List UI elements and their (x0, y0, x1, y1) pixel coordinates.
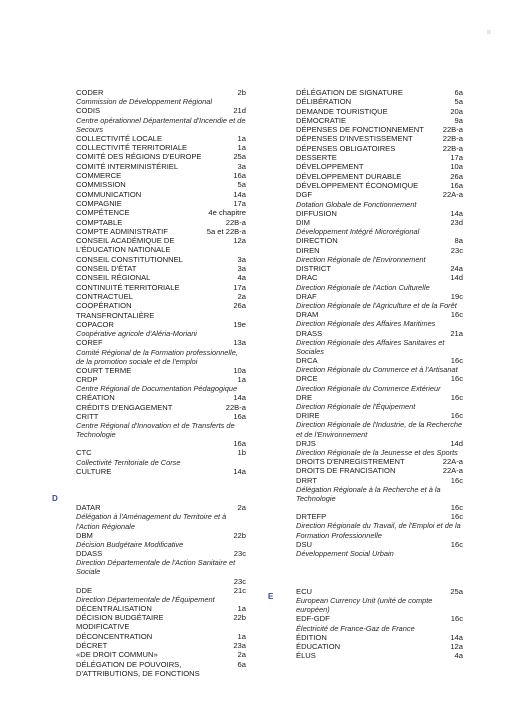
index-reference: 16a (233, 411, 246, 421)
index-term: COLLECTIVITÉ TERRITORIALE (76, 143, 188, 153)
index-reference: 16c (450, 310, 463, 320)
index-term: DÉLÉGATION DE SIGNATURE (296, 88, 403, 97)
index-term: DIM (296, 217, 310, 227)
index-term: DIFFUSION (296, 208, 337, 218)
index-reference: 3a (237, 254, 246, 264)
index-reference: 1a (237, 133, 246, 143)
index-reference: 2a (237, 650, 246, 660)
index-description: Direction Régionale du Travail, de l'Emploi et de la Formation Professionnelle (296, 521, 461, 540)
index-reference: 3a (237, 161, 246, 171)
index-term: COLLECTIVITÉ LOCALE (76, 133, 163, 143)
index-reference: 1a (237, 143, 246, 153)
index-term: DDASS (76, 549, 103, 559)
index-reference: 22B-a (442, 134, 463, 144)
index-term: DROITS DE FRANCISATION (296, 466, 396, 476)
index-reference: 17a (233, 282, 246, 292)
index-description: Décision Budgétaire Modificative (76, 539, 184, 549)
index-reference: 12a (233, 236, 246, 246)
index-description: Délégation Régionale à la Recherche et à la Technologie (296, 484, 441, 504)
index-description: Développement Social Urbain (296, 548, 394, 558)
index-entry (296, 273, 463, 291)
index-term: COURT TERME (76, 365, 132, 375)
index-entry (296, 181, 463, 190)
index-term: DRAF (296, 291, 317, 301)
index-reference: 19c (450, 291, 463, 301)
index-term: COMMERCE (76, 171, 122, 181)
index-entry (76, 375, 246, 393)
index-reference: 1a (237, 374, 246, 384)
index-entry (76, 152, 246, 161)
index-entry (296, 190, 463, 208)
index-entry (296, 587, 463, 614)
index-entry (296, 540, 463, 558)
index-term: DRE (296, 392, 313, 402)
index-term: COMITÉ INTERMINISTÉRIEL (76, 161, 179, 171)
index-term: DÉLIBÉRATION (296, 97, 352, 107)
index-reference: 16c (450, 392, 463, 402)
index-term: DRASS (296, 328, 323, 338)
index-term: DRCA (296, 355, 318, 365)
index-section-c (76, 88, 246, 476)
index-reference: 23c (233, 549, 246, 559)
index-description: Direction Départementale de l'Équipement (76, 594, 215, 604)
index-reference: 16a (233, 171, 246, 181)
index-term: DÉPENSES OBLIGATOIRES (296, 143, 396, 153)
index-term: DBM (76, 530, 93, 540)
index-reference: 16c (450, 475, 463, 485)
index-section-d-right (296, 88, 463, 558)
section-letter-e: E (268, 592, 274, 601)
index-entry (76, 604, 246, 613)
index-term: CRDP (76, 374, 98, 384)
index-entry (296, 209, 463, 218)
index-entry (76, 227, 246, 236)
index-reference: 16a (450, 180, 463, 190)
index-entry (76, 660, 246, 679)
index-reference: 22B-a (225, 217, 246, 227)
index-term: COMMISSION (76, 180, 126, 190)
index-term: DÉLÉGATION DE POUVOIRS, D'ATTRIBUTIONS, DE FONCTIONS (76, 659, 200, 678)
index-entry (296, 134, 463, 143)
index-entry (76, 338, 246, 365)
index-reference: 26a (450, 171, 463, 181)
index-entry (76, 467, 246, 476)
index-reference: 16c (450, 512, 463, 522)
index-reference: 14d (450, 438, 463, 448)
index-reference: 16c (450, 355, 463, 365)
index-reference: 2a (237, 503, 246, 513)
index-entry (76, 143, 246, 152)
index-term: DRIRE (296, 411, 320, 421)
index-term: DEMANDE TOURISTIQUE (296, 106, 388, 116)
index-reference: 4e chapitre (208, 208, 246, 218)
index-reference: 2a (237, 291, 246, 301)
section-letter-d: D (52, 494, 58, 503)
index-description: Collectivité Territoriale de Corse (76, 457, 181, 467)
index-reference: 22b (233, 530, 246, 540)
index-term: DSU (296, 539, 313, 549)
index-entry (296, 633, 463, 642)
index-term: COMPTE ADMINISTRATIF (76, 226, 168, 236)
index-description: Direction Régionale de l'Équipement (296, 402, 416, 412)
index-reference: 14a (233, 393, 246, 403)
index-description: Direction Départementale de l'Action Sanitaire et Sociale (76, 558, 236, 577)
index-reference: 6a (454, 88, 463, 97)
index-entry (296, 614, 463, 632)
index-term: CONTRACTUEL (76, 291, 133, 301)
index-reference: 19e (233, 319, 246, 329)
index-reference: 24a (450, 264, 463, 274)
index-term: DÉCRET (76, 641, 108, 651)
index-reference: 22A-a (442, 457, 463, 467)
index-description: Centre Régional de Documentation Pédagogique (76, 384, 238, 394)
index-term: DÉCONCENTRATION (76, 631, 153, 641)
index-description: Dotation Globale de Fonctionnement (296, 199, 417, 209)
index-entry (76, 366, 246, 375)
index-entry (296, 642, 463, 651)
index-section-e (296, 587, 463, 661)
index-term: COMMUNICATION (76, 189, 142, 199)
index-entry (76, 162, 246, 171)
index-description: Comité Régional de la Formation professionnelle, de la promotion sociale et de l'emploi (76, 347, 238, 366)
index-reference: 10a (233, 365, 246, 375)
index-term: COPACOR (76, 319, 114, 329)
index-reference: 17a (233, 198, 246, 208)
index-entry (296, 651, 463, 660)
index-entry (76, 393, 246, 402)
index-reference: 17a (450, 153, 463, 163)
index-term: COMPTABLE (76, 217, 123, 227)
index-reference: 14a (450, 632, 463, 642)
index-term: COMPÉTENCE (76, 208, 130, 218)
index-reference-secondary: 16a (233, 439, 246, 449)
index-entry (296, 411, 463, 438)
index-term: DGF (296, 190, 313, 200)
index-term: COMITÉ DES RÉGIONS D'EUROPE (76, 152, 202, 162)
index-entry (76, 190, 246, 199)
index-reference: 14a (233, 189, 246, 199)
index-entry (296, 264, 463, 273)
index-entry (296, 88, 463, 97)
index-entry (296, 466, 463, 475)
index-column-left (76, 88, 246, 678)
index-entry (76, 320, 246, 338)
index-term: CONSEIL RÉGIONAL (76, 273, 151, 283)
index-term: DIRECTION (296, 236, 338, 246)
index-reference: 16c (450, 614, 463, 624)
index-term: DÉCISION BUDGÉTAIRE MODIFICATIVE (76, 613, 164, 632)
index-entry (76, 180, 246, 189)
index-term: CTC (76, 448, 92, 458)
index-term: DROITS D'ENREGISTREMENT (296, 457, 405, 467)
index-entry (296, 329, 463, 356)
index-term: CONTINUITÉ TERRITORIALE (76, 282, 180, 292)
index-entry (76, 264, 246, 273)
index-entry (296, 512, 463, 539)
index-reference: 2b (237, 88, 246, 97)
corner-mark (487, 30, 491, 34)
index-reference: 5a et 22B-a (206, 226, 246, 236)
index-reference: 5a (237, 180, 246, 190)
index-term: «DE DROIT COMMUN» (76, 650, 158, 660)
index-reference: 22A-a (442, 466, 463, 476)
index-entry (296, 246, 463, 264)
index-term: DÉCENTRALISATION (76, 603, 152, 613)
index-column-right (296, 88, 463, 661)
index-description: Direction Régionale de l'Action Culturelle (296, 282, 430, 292)
index-entry (296, 116, 463, 125)
index-term: CODER (76, 88, 104, 97)
index-entry (296, 125, 463, 134)
index-entry (76, 88, 246, 106)
index-reference: 12a (450, 642, 463, 652)
index-reference: 16c (450, 539, 463, 549)
index-term: CRÉATION (76, 393, 115, 403)
index-term: DÉMOCRATIE (296, 115, 347, 125)
index-entry (296, 107, 463, 116)
index-reference: 1a (237, 631, 246, 641)
index-term: DDE (76, 585, 93, 595)
index-entry (296, 457, 463, 466)
index-term: CONSEIL CONSTITUTIONNEL (76, 254, 183, 264)
index-reference-secondary: 23c (233, 576, 246, 586)
index-description: Direction Régionale de la Jeunesse et des Sports (296, 447, 458, 457)
index-description: Électricité de France-Gaz de France (296, 623, 415, 633)
index-description: Centre opérationnel Départemental d'Incendie et de Secours (76, 115, 246, 134)
index-reference: 16c (450, 374, 463, 384)
index-reference-secondary: 16c (450, 503, 463, 513)
index-description: Direction Régionale du Commerce et à l'Artisanat (296, 365, 458, 375)
index-term: DÉVELOPPEMENT DURABLE (296, 171, 402, 181)
index-entry (76, 199, 246, 208)
index-term: COOPÉRATION TRANSFRONTALIÈRE (76, 301, 155, 320)
index-entry (296, 153, 463, 162)
index-entry (76, 531, 246, 549)
index-term: DÉPENSES DE FONCTIONNEMENT (296, 125, 424, 135)
index-reference: 22b (233, 613, 246, 623)
index-reference: 13a (233, 338, 246, 348)
index-reference: 3a (237, 264, 246, 274)
index-term: DESSERTE (296, 153, 337, 163)
index-entry (76, 549, 246, 585)
index-reference: 5a (454, 97, 463, 107)
index-entry (76, 403, 246, 412)
index-reference: 25a (233, 152, 246, 162)
index-reference: 25a (450, 586, 463, 596)
index-entry (296, 172, 463, 181)
index-term: CRÉDITS D'ENGAGEMENT (76, 402, 173, 412)
index-entry (76, 218, 246, 227)
index-term: ÉDUCATION (296, 642, 341, 652)
index-term: DRAC (296, 273, 318, 283)
index-reference: 21c (233, 585, 246, 595)
index-description: Direction Régionale des Affaires Sanitaires et Sociales (296, 337, 445, 356)
index-reference: 14a (233, 466, 246, 476)
index-term: COMPAGNIE (76, 198, 122, 208)
index-entry (76, 650, 246, 659)
index-term: DÉVELOPPEMENT (296, 162, 364, 172)
index-term: COREF (76, 338, 103, 348)
index-reference: 23c (450, 245, 463, 255)
index-description: Direction Régionale de l'Environnement (296, 254, 426, 264)
index-entry (76, 632, 246, 641)
index-reference: 16c (450, 411, 463, 421)
index-term: DRJS (296, 438, 316, 448)
index-description: Direction Régionale de l'Agriculture et de la Forêt (296, 301, 457, 311)
index-reference: 1b (237, 448, 246, 458)
index-reference: 21d (233, 106, 246, 116)
index-section-d-left (76, 503, 246, 678)
index-term: EDF-GDF (296, 614, 330, 624)
index-entry (76, 283, 246, 292)
index-entry (76, 171, 246, 180)
index-entry (76, 255, 246, 264)
index-term: ÉLUS (296, 651, 316, 661)
index-term: DATAR (76, 503, 101, 513)
index-reference: 22B-a (442, 125, 463, 135)
index-term: DRRT (296, 475, 317, 485)
index-entry (76, 208, 246, 217)
index-term: DRCE (296, 374, 318, 384)
index-term: DRAM (296, 310, 319, 320)
index-entry (296, 144, 463, 153)
index-entry (76, 641, 246, 650)
index-entry (296, 356, 463, 374)
index-entry (76, 448, 246, 466)
index-term: CODIS (76, 106, 101, 116)
index-entry (296, 374, 463, 392)
index-description: Direction Régionale des Affaires Maritimes (296, 319, 436, 329)
index-reference: 22A-a (442, 190, 463, 200)
index-entry (76, 106, 246, 133)
index-reference: 22B-a (225, 402, 246, 412)
index-entry (76, 503, 246, 530)
index-term: ECU (296, 586, 313, 596)
index-reference: 22B-a (442, 143, 463, 153)
index-entry (76, 292, 246, 301)
index-reference: 8a (454, 236, 463, 246)
index-description: Développement Intégré Microrégional (296, 227, 420, 237)
index-entry (76, 134, 246, 143)
index-description: Centre Régional d'Innovation et de Transferts de Technologie (76, 421, 235, 440)
index-reference: 4a (454, 651, 463, 661)
index-reference: 4a (237, 273, 246, 283)
index-reference: 9a (454, 115, 463, 125)
index-reference: 14d (450, 273, 463, 283)
index-entry (296, 218, 463, 236)
index-reference: 14a (450, 208, 463, 218)
index-entry (76, 273, 246, 282)
index-entry (296, 162, 463, 171)
index-term: DRTEFP (296, 512, 327, 522)
index-reference: 23a (233, 641, 246, 651)
index-term: DISTRICT (296, 264, 332, 274)
index-entry (296, 476, 463, 512)
index-reference: 6a (237, 659, 246, 669)
index-entry (76, 586, 246, 604)
index-entry (296, 310, 463, 328)
index-reference: 10a (450, 162, 463, 172)
index-entry (296, 439, 463, 457)
index-entry (76, 613, 246, 632)
index-term: CRITT (76, 411, 99, 421)
index-reference: 1a (237, 603, 246, 613)
index-entry (296, 236, 463, 245)
index-term: DÉPENSES D'INVESTISSEMENT (296, 134, 413, 144)
index-entry (76, 412, 246, 448)
index-term: ÉDITION (296, 632, 327, 642)
index-description: European Currency Unit (unité de compte européen) (296, 596, 433, 615)
index-description: Délégation à l'Aménagement du Territoire et à l'Action Régionale (76, 512, 227, 531)
index-reference: 21a (450, 328, 463, 338)
index-entry (76, 236, 246, 255)
index-term: DÉVELOPPEMENT ÉCONOMIQUE (296, 180, 419, 190)
index-term: CONSEIL D'ÉTAT (76, 264, 137, 274)
index-entry (296, 393, 463, 411)
index-description: Commission de Développement Régional (76, 97, 212, 107)
index-description: Direction Régionale de l'Industrie, de la Recherche et de l'Environnement (296, 420, 463, 439)
index-term: CULTURE (76, 466, 112, 476)
index-entry (296, 292, 463, 310)
index-entry (296, 97, 463, 106)
index-reference: 20a (450, 106, 463, 116)
index-description: Coopérative agricole d'Aléria-Moriani (76, 329, 197, 339)
index-term: CONSEIL ACADÉMIQUE DE L'ÉDUCATION NATIONALE (76, 236, 175, 255)
index-description: Direction Régionale du Commerce Extérieur (296, 383, 441, 393)
index-entry (76, 301, 246, 320)
index-term: DIREN (296, 245, 320, 255)
index-reference: 23d (450, 217, 463, 227)
index-reference: 26a (233, 301, 246, 311)
